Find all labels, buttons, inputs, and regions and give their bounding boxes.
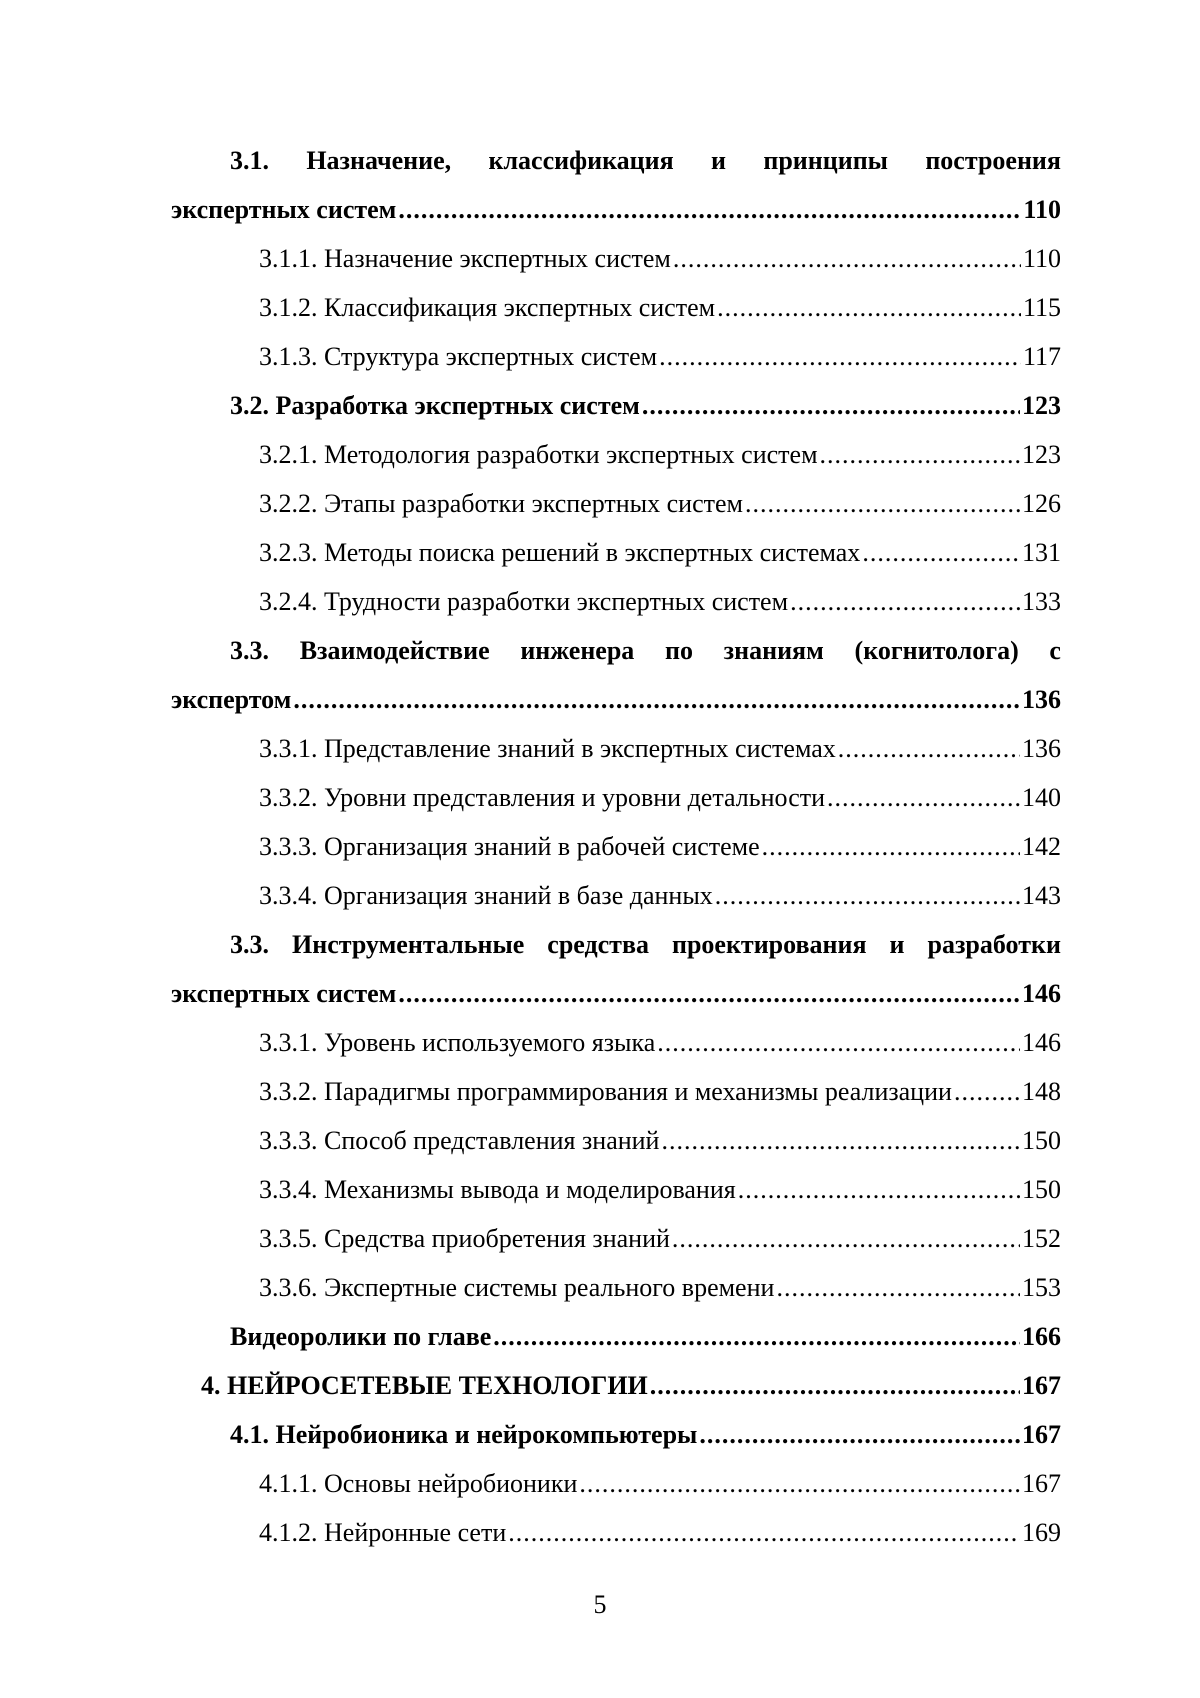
dot-leader <box>715 871 1020 920</box>
toc-entry-page: 143 <box>1022 881 1061 910</box>
toc-entry-label: 3.3.2. Парадигмы программирования и механизмы реализации <box>259 1077 952 1106</box>
toc-entry-page: 133 <box>1022 587 1061 616</box>
toc-entry-page: 167 <box>1022 1371 1061 1400</box>
toc-entry-page: 123 <box>1022 440 1061 469</box>
toc-entry[interactable] <box>171 528 1061 577</box>
dot-leader <box>659 332 1021 381</box>
toc-entry-page: 110 <box>1022 244 1061 273</box>
toc-entry[interactable] <box>171 381 1061 430</box>
toc-entry-page: 136 <box>1022 685 1061 714</box>
dot-leader <box>508 1508 1020 1557</box>
toc-entry-label: 3.1.2. Классификация экспертных систем <box>259 293 716 322</box>
toc-entry[interactable] <box>171 724 1061 773</box>
toc-entry-label: 3.3.6. Экспертные системы реального времени <box>259 1273 775 1302</box>
dot-leader <box>398 185 1021 234</box>
toc-entry[interactable] <box>171 283 1061 332</box>
toc-entry-label: 3.2. Разработка экспертных систем <box>230 391 640 420</box>
toc-word: 3.3. <box>230 636 269 665</box>
dot-leader <box>650 1361 1020 1410</box>
toc-entry[interactable] <box>171 1459 1061 1508</box>
toc-entry-page: 146 <box>1022 1028 1061 1057</box>
toc-entry-label: 4. НЕЙРОСЕТЕВЫЕ ТЕХНОЛОГИИ <box>201 1371 648 1400</box>
toc-word: и <box>889 930 905 959</box>
dot-leader <box>862 528 1020 577</box>
toc-entry-label: 3.3.4. Организация знаний в базе данных <box>259 881 713 910</box>
toc-word: Взаимодействие <box>299 636 490 665</box>
toc-entry-label: экспертных систем <box>171 195 397 224</box>
toc-entry-page: 167 <box>1022 1469 1061 1498</box>
toc-entry[interactable] <box>171 234 1061 283</box>
dot-leader <box>293 675 1020 724</box>
toc-word: разработки <box>927 930 1061 959</box>
toc-entry-page: 167 <box>1022 1420 1061 1449</box>
toc-word: Инструментальные <box>291 930 525 959</box>
toc-word: (когнитолога) <box>854 636 1019 665</box>
dot-leader <box>493 1312 1020 1361</box>
page-number: 5 <box>593 1590 607 1619</box>
dot-leader <box>661 1116 1020 1165</box>
toc-entry-label: 3.3.1. Уровень используемого языка <box>259 1028 656 1057</box>
toc-entry-label: 3.2.4. Трудности разработки экспертных систем <box>259 587 789 616</box>
toc-word: средства <box>547 930 649 959</box>
toc-word: принципы <box>763 146 888 175</box>
toc-entry[interactable] <box>171 1214 1061 1263</box>
toc-entry-label: 4.1.1. Основы нейробионики <box>259 1469 578 1498</box>
toc-entry[interactable] <box>171 479 1061 528</box>
toc-entry-label: 3.1.1. Назначение экспертных систем <box>259 244 671 273</box>
toc-entry-label: 3.2.1. Методология разработки экспертных систем <box>259 440 818 469</box>
dot-leader <box>762 822 1020 871</box>
toc-entry[interactable] <box>171 773 1061 822</box>
dot-leader <box>954 1067 1020 1116</box>
toc-entry-label: 3.2.2. Этапы разработки экспертных систем <box>259 489 743 518</box>
dot-leader <box>827 773 1020 822</box>
toc-heading-3-3-tools <box>171 920 1061 969</box>
toc-entry[interactable] <box>171 332 1061 381</box>
toc-entry[interactable] <box>171 185 1061 234</box>
toc-entry-label: 3.3.4. Механизмы вывода и моделирования <box>259 1175 736 1204</box>
toc-entry-page: 153 <box>1022 1273 1061 1302</box>
dot-leader <box>738 1165 1020 1214</box>
toc-entry-label: 3.3.3. Способ представления знаний <box>259 1126 660 1155</box>
toc-word: 3.1. <box>230 146 269 175</box>
toc-entry[interactable] <box>171 1263 1061 1312</box>
toc-word: 3.3. <box>230 930 269 959</box>
toc-entry[interactable] <box>171 1312 1061 1361</box>
dot-leader <box>673 234 1021 283</box>
toc-entry-page: 146 <box>1022 979 1061 1008</box>
toc-entry[interactable] <box>171 969 1061 1018</box>
toc-word: построения <box>925 146 1061 175</box>
toc-entry-page: 110 <box>1023 195 1061 224</box>
toc-heading-3-3 <box>171 626 1061 675</box>
toc-entry-label: экспертных систем <box>171 979 397 1008</box>
toc-entry-page: 117 <box>1022 342 1061 371</box>
toc-word: инженера <box>520 636 635 665</box>
toc-entry-label: экспертом <box>171 685 292 714</box>
toc-entry[interactable] <box>171 871 1061 920</box>
toc-entry-page: 131 <box>1022 538 1061 567</box>
toc-word: по <box>665 636 693 665</box>
dot-leader <box>717 283 1021 332</box>
toc-entry-label: 3.3.5. Средства приобретения знаний <box>259 1224 670 1253</box>
table-of-contents <box>171 136 1061 1557</box>
dot-leader <box>790 577 1020 626</box>
toc-entry-label: 4.1.2. Нейронные сети <box>259 1518 507 1547</box>
toc-entry[interactable] <box>171 430 1061 479</box>
dot-leader <box>657 1018 1020 1067</box>
toc-entry-page: 142 <box>1022 832 1061 861</box>
toc-entry-page: 136 <box>1022 734 1061 763</box>
toc-word: Назначение, <box>306 146 452 175</box>
toc-entry[interactable] <box>171 1410 1061 1459</box>
toc-entry-page: 123 <box>1022 391 1061 420</box>
dot-leader <box>398 969 1020 1018</box>
toc-entry[interactable] <box>171 1508 1061 1557</box>
toc-word: проектирования <box>671 930 867 959</box>
toc-entry[interactable] <box>171 1067 1061 1116</box>
toc-entry-label: 3.1.3. Структура экспертных систем <box>259 342 658 371</box>
toc-word: и <box>711 146 727 175</box>
dot-leader <box>579 1459 1020 1508</box>
toc-word: знаниям <box>723 636 824 665</box>
toc-entry-label: Видеоролики по главе <box>230 1322 492 1351</box>
toc-entry[interactable] <box>171 675 1061 724</box>
toc-entry-page: 152 <box>1022 1224 1061 1253</box>
toc-entry-label: 3.3.1. Представление знаний в экспертных системах <box>259 734 836 763</box>
toc-entry[interactable] <box>171 1018 1061 1067</box>
toc-entry-label: 3.2.3. Методы поиска решений в экспертных системах <box>259 538 861 567</box>
toc-entry[interactable] <box>171 577 1061 626</box>
toc-entry-page: 150 <box>1022 1175 1061 1204</box>
dot-leader <box>642 381 1020 430</box>
toc-entry-page: 115 <box>1022 293 1061 322</box>
toc-entry-page: 169 <box>1022 1518 1061 1547</box>
dot-leader <box>776 1263 1020 1312</box>
toc-entry-page: 126 <box>1022 489 1061 518</box>
toc-heading-3-1 <box>171 136 1061 185</box>
toc-entry-label: 3.3.3. Организация знаний в рабочей системе <box>259 832 760 861</box>
dot-leader <box>745 479 1020 528</box>
toc-entry-page: 150 <box>1022 1126 1061 1155</box>
dot-leader <box>672 1214 1020 1263</box>
toc-entry[interactable] <box>171 1165 1061 1214</box>
toc-entry[interactable] <box>171 822 1061 871</box>
toc-entry-page: 148 <box>1022 1077 1061 1106</box>
toc-entry[interactable] <box>171 1361 1061 1410</box>
toc-entry-page: 140 <box>1022 783 1061 812</box>
toc-entry-label: 3.3.2. Уровни представления и уровни детальности <box>259 783 826 812</box>
toc-entry-label: 4.1. Нейробионика и нейрокомпьютеры <box>230 1420 698 1449</box>
dot-leader <box>699 1410 1020 1459</box>
toc-word: с <box>1049 636 1061 665</box>
dot-leader <box>838 724 1020 773</box>
toc-entry[interactable] <box>171 1116 1061 1165</box>
toc-entry-page: 166 <box>1022 1322 1061 1351</box>
dot-leader <box>820 430 1020 479</box>
toc-word: классификация <box>488 146 674 175</box>
